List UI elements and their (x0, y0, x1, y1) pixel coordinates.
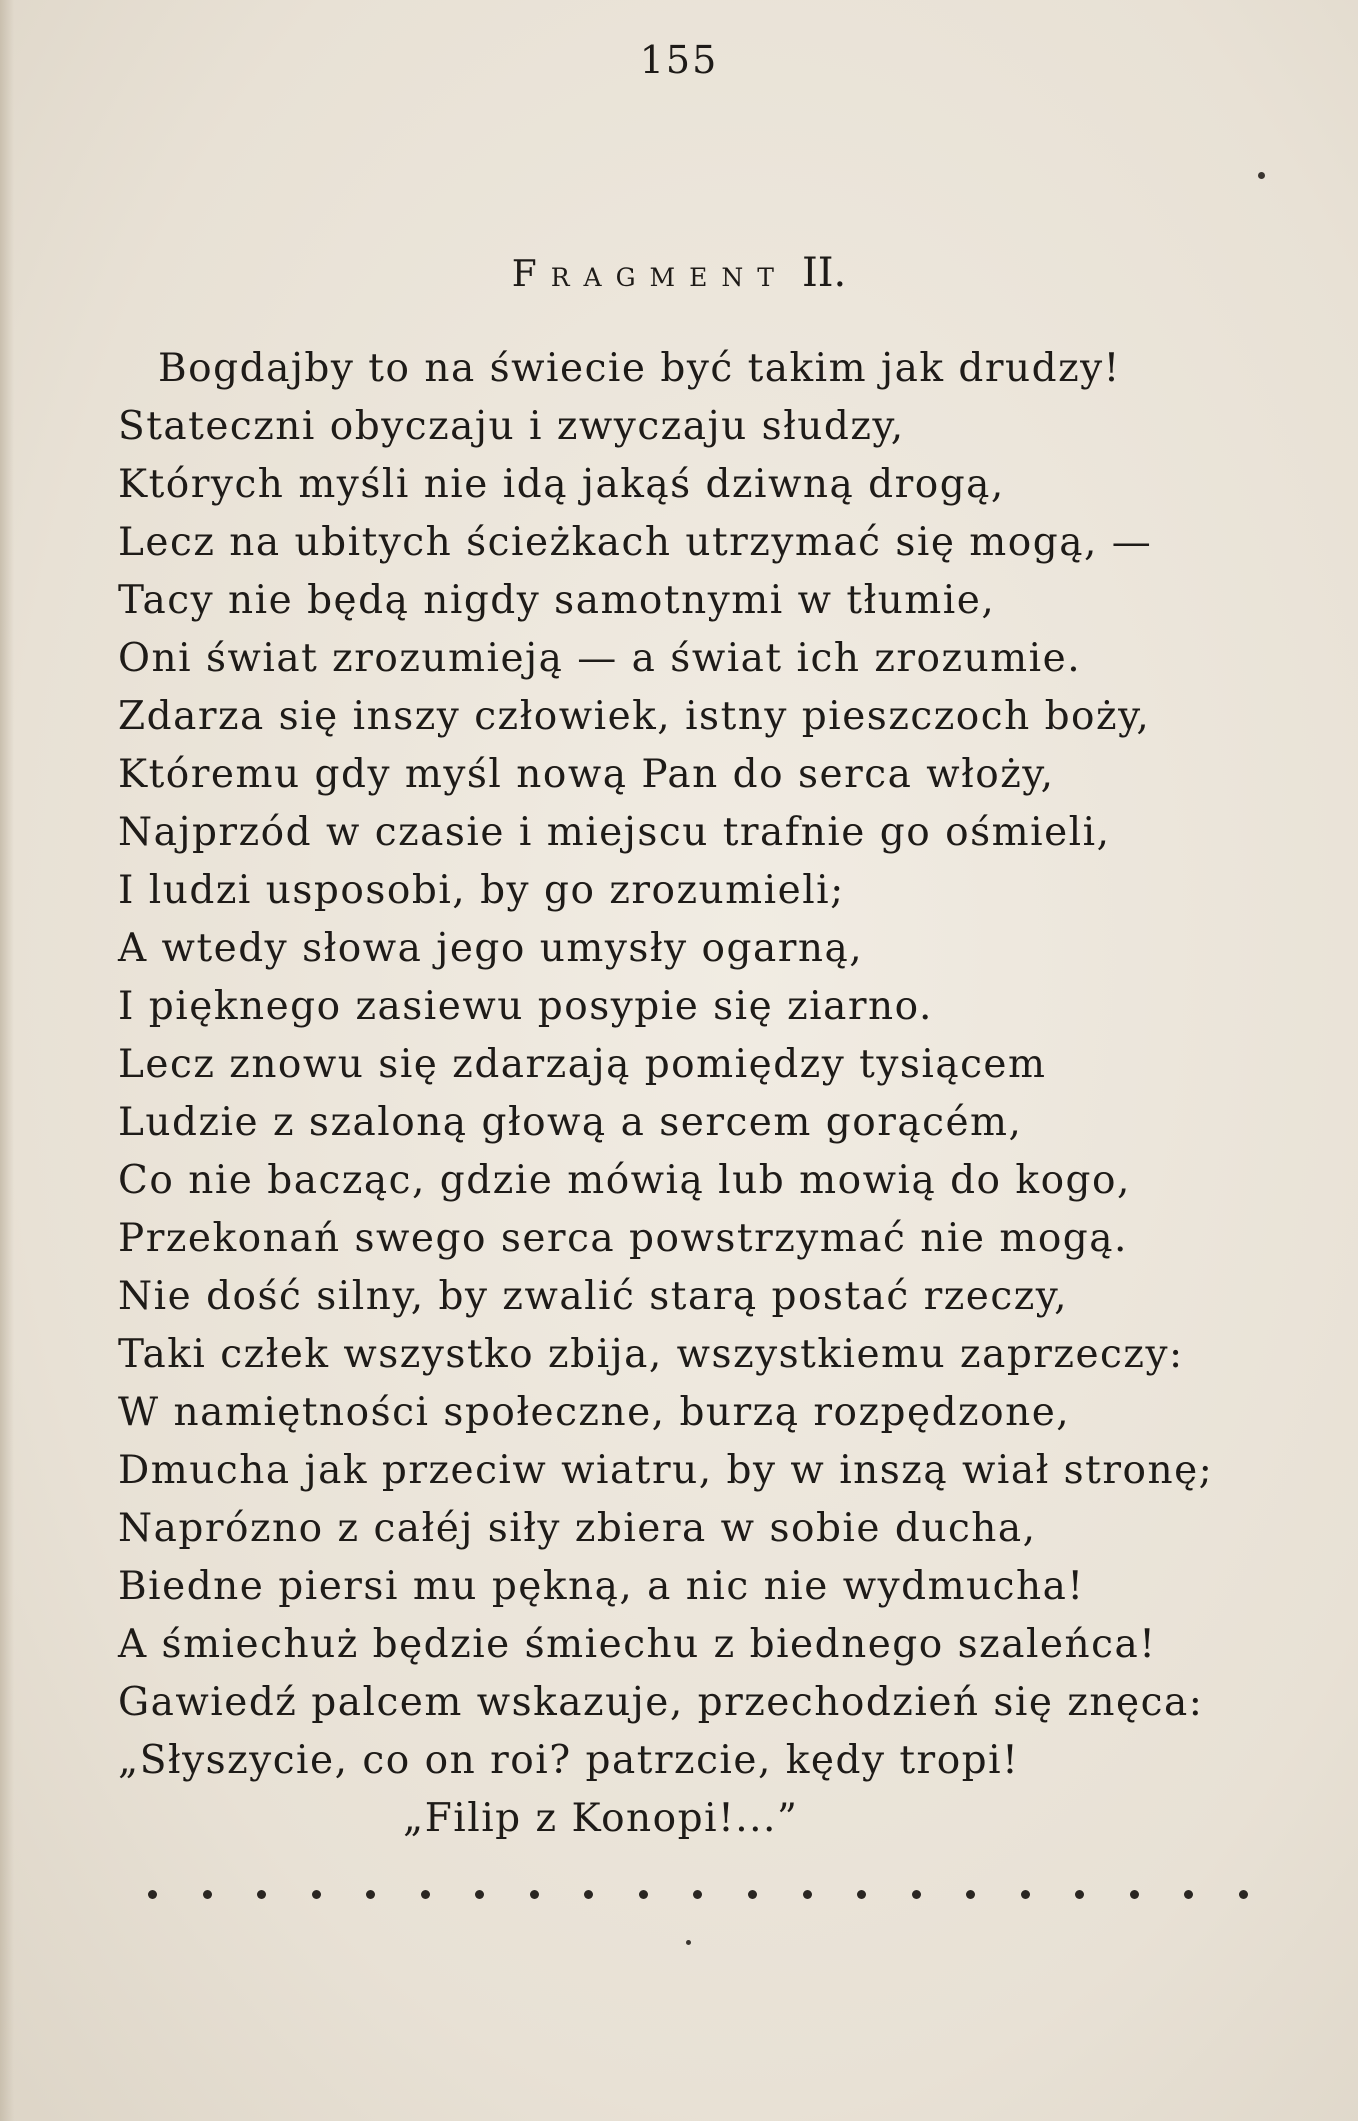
poem-line: „Filip z Konopi!...” (403, 1796, 799, 1841)
poem-line: Któremu gdy myśl nową Pan do serca włoży, (118, 752, 1055, 797)
poem-line: Najprzód w czasie i miejscu trafnie go ośmieli, (118, 810, 1111, 855)
separator-dot (966, 1890, 975, 1899)
poem-line: I ludzi usposobi, by go zrozumieli; (118, 868, 845, 913)
poem-line: Nie dość silny, by zwalić starą postać rzeczy, (118, 1274, 1069, 1319)
poem-line: „Słyszycie, co on roi? patrzcie, kędy tropi! (118, 1738, 1020, 1783)
poem-line: Lecz znowu się zdarzają pomiędzy tysiącem (118, 1042, 1047, 1087)
separator-dot (693, 1890, 702, 1899)
poem-line: I pięknego zasiewu posypie się ziarno. (118, 984, 933, 1029)
separator-dot (1130, 1890, 1139, 1899)
page-spine-shadow (0, 0, 14, 2121)
poem-line: W namiętności społeczne, burzą rozpędzone, (118, 1390, 1071, 1435)
poem-line: A wtedy słowa jego umysły ogarną, (118, 926, 864, 971)
section-heading-number: II. (801, 250, 847, 296)
separator-dot (312, 1890, 321, 1899)
separator-dot (203, 1890, 212, 1899)
poem-line: Naprózno z całéj siły zbiera w sobie ducha, (118, 1506, 1037, 1551)
separator-dot (912, 1890, 921, 1899)
poem-line: Zdarza się inszy człowiek, istny pieszczoch boży, (118, 694, 1151, 739)
poem-line: Taki człek wszystko zbija, wszystkiemu zaprzeczy: (118, 1332, 1184, 1377)
separator-dot (530, 1890, 539, 1899)
poem-line: Dmucha jak przeciw wiatru, by w inszą wiał stronę; (118, 1448, 1214, 1493)
separator-dot (1075, 1890, 1084, 1899)
separator-dot (639, 1890, 648, 1899)
poem-line: A śmiechuż będzie śmiechu z biednego szaleńca! (118, 1622, 1157, 1667)
separator-dot (257, 1890, 266, 1899)
paper-speck (1258, 172, 1265, 179)
poem-line: Ludzie z szaloną głową a sercem gorącém, (118, 1100, 1023, 1145)
poem-line: Bogdajby to na świecie być takim jak drudzy! (158, 346, 1121, 391)
poem-text (118, 340, 1278, 1848)
poem-line: Oni świat zrozumieją — a świat ich zrozumie. (118, 636, 1082, 681)
poem-line: Gawiedź palcem wskazuje, przechodzień się znęca: (118, 1680, 1204, 1725)
separator-dot (803, 1890, 812, 1899)
separator-dot (584, 1890, 593, 1899)
poem-line: Przekonań swego serca powstrzymać nie mogą. (118, 1216, 1128, 1261)
section-heading (0, 250, 1358, 296)
separator-dot (857, 1890, 866, 1899)
separator-dot (148, 1890, 157, 1899)
separator-dot (748, 1890, 757, 1899)
ellipsis-separator (148, 1890, 1248, 1899)
poem-line: Co nie bacząc, gdzie mówią lub mowią do kogo, (118, 1158, 1131, 1203)
separator-dot (475, 1890, 484, 1899)
poem-line: Biedne piersi mu pękną, a nic nie wydmucha! (118, 1564, 1085, 1609)
separator-dot (1021, 1890, 1030, 1899)
section-heading-title: Fragment (511, 254, 788, 295)
poem-line: Lecz na ubitych ścieżkach utrzymać się mogą, — (118, 520, 1153, 565)
poem-line: Stateczni obyczaju i zwyczaju słudzy, (118, 404, 905, 449)
paper-speck (686, 1940, 691, 1945)
page-number: 155 (639, 38, 719, 82)
separator-dot (1184, 1890, 1193, 1899)
separator-dot (366, 1890, 375, 1899)
separator-dot (421, 1890, 430, 1899)
poem-line: Tacy nie będą nigdy samotnymi w tłumie, (118, 578, 996, 623)
separator-dot (1239, 1890, 1248, 1899)
poem-line: Których myśli nie idą jakąś dziwną drogą, (118, 462, 1005, 507)
